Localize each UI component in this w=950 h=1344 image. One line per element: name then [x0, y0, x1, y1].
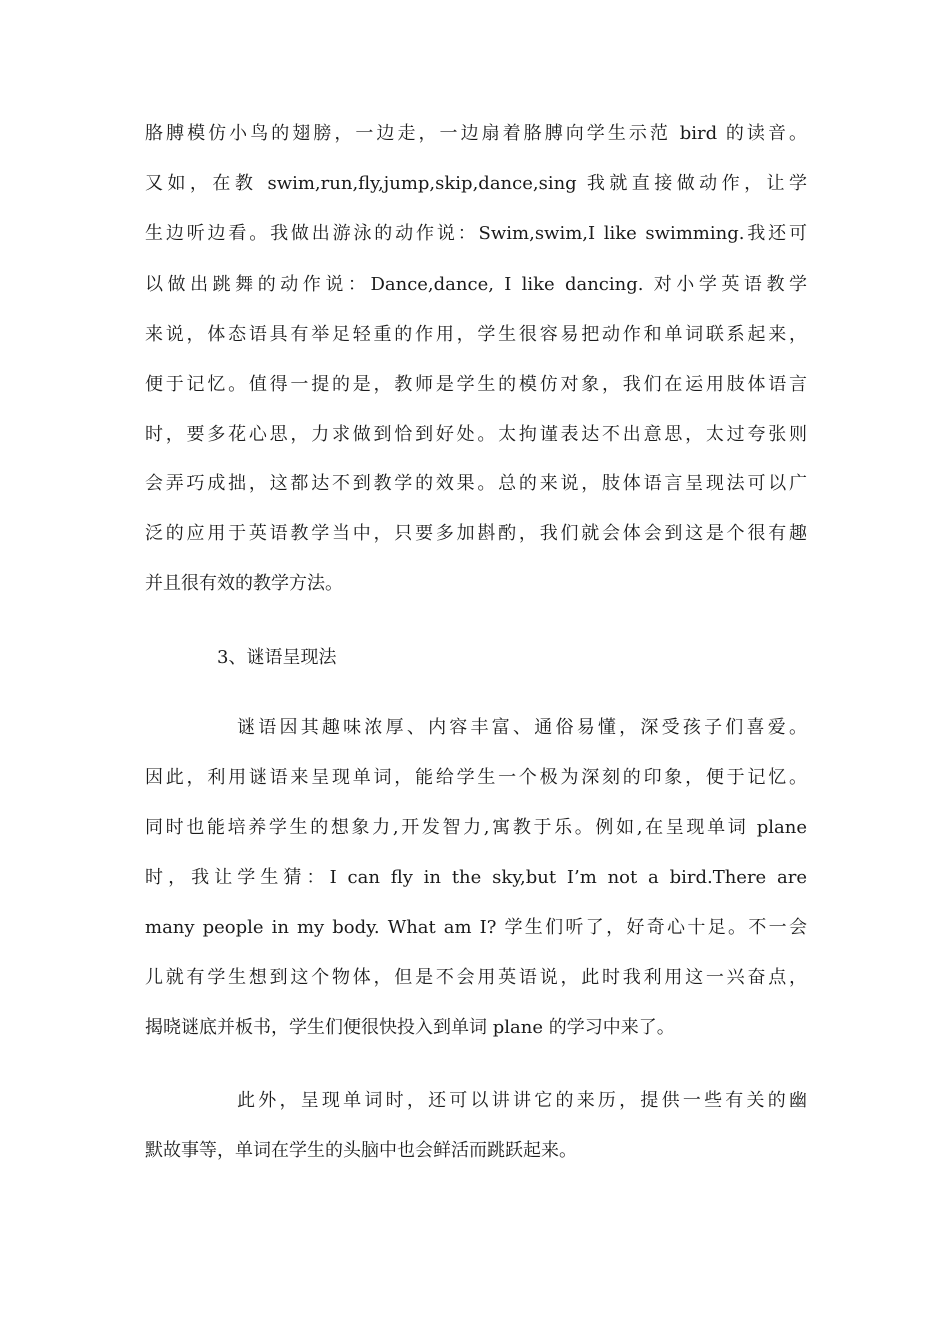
paragraph-line: 又如，在教 swim,run,fly,jump,skip,dance,sing 我就直接做动作，让学	[145, 173, 807, 194]
paragraph-line: 泛的应用于英语教学当中，只要多加斟酌，我们就会体会到这是个很有趣	[145, 523, 807, 544]
paragraph-line: 便于记忆。值得一提的是，教师是学生的模仿对象，我们在运用肢体语言	[145, 374, 807, 395]
paragraph-line: many people in my body. What am I? 学生们听了，好奇心十足。不一会	[145, 917, 807, 938]
paragraph-line: 揭晓谜底并板书，学生们便很快投入到单词 plane 的学习中来了。	[145, 1017, 675, 1038]
paragraph-line: 胳膊模仿小鸟的翅膀，一边走，一边扇着胳膊向学生示范 bird 的读音。	[145, 123, 807, 144]
paragraph-line: 来说，体态语具有举足轻重的作用，学生很容易把动作和单词联系起来，	[145, 324, 807, 345]
paragraph-line: 同时也能培养学生的想象力,开发智力,寓教于乐。例如,在呈现单词 plane	[145, 817, 807, 838]
section-heading: 3、谜语呈现法	[217, 647, 337, 668]
paragraph-line: 儿就有学生想到这个物体，但是不会用英语说，此时我利用这一兴奋点，	[145, 967, 807, 988]
paragraph-line: 会弄巧成拙，这都达不到教学的效果。总的来说，肢体语言呈现法可以广	[145, 473, 807, 494]
paragraph-line: 以做出跳舞的动作说：Dance,dance, I like dancing. 对小学英语教学	[145, 274, 807, 295]
paragraph-line: 因此，利用谜语来呈现单词，能给学生一个极为深刻的印象，便于记忆。	[145, 767, 807, 788]
paragraph-line: 时，要多花心思，力求做到恰到好处。太拘谨表达不出意思，太过夸张则	[145, 424, 807, 445]
paragraph-line: 此外，呈现单词时，还可以讲讲它的来历，提供一些有关的幽	[237, 1090, 807, 1111]
paragraph-line: 并且很有效的教学方法。	[145, 573, 343, 594]
paragraph-line: 谜语因其趣味浓厚、内容丰富、通俗易懂，深受孩子们喜爱。	[237, 717, 807, 738]
paragraph-line: 默故事等，单词在学生的头脑中也会鲜活而跳跃起来。	[145, 1140, 577, 1161]
paragraph-line: 时，我让学生猜：I can fly in the sky,but I’m not a bird.There are	[145, 867, 807, 888]
paragraph-line: 生边听边看。我做出游泳的动作说：Swim,swim,I like swimming.我还可	[145, 223, 807, 244]
